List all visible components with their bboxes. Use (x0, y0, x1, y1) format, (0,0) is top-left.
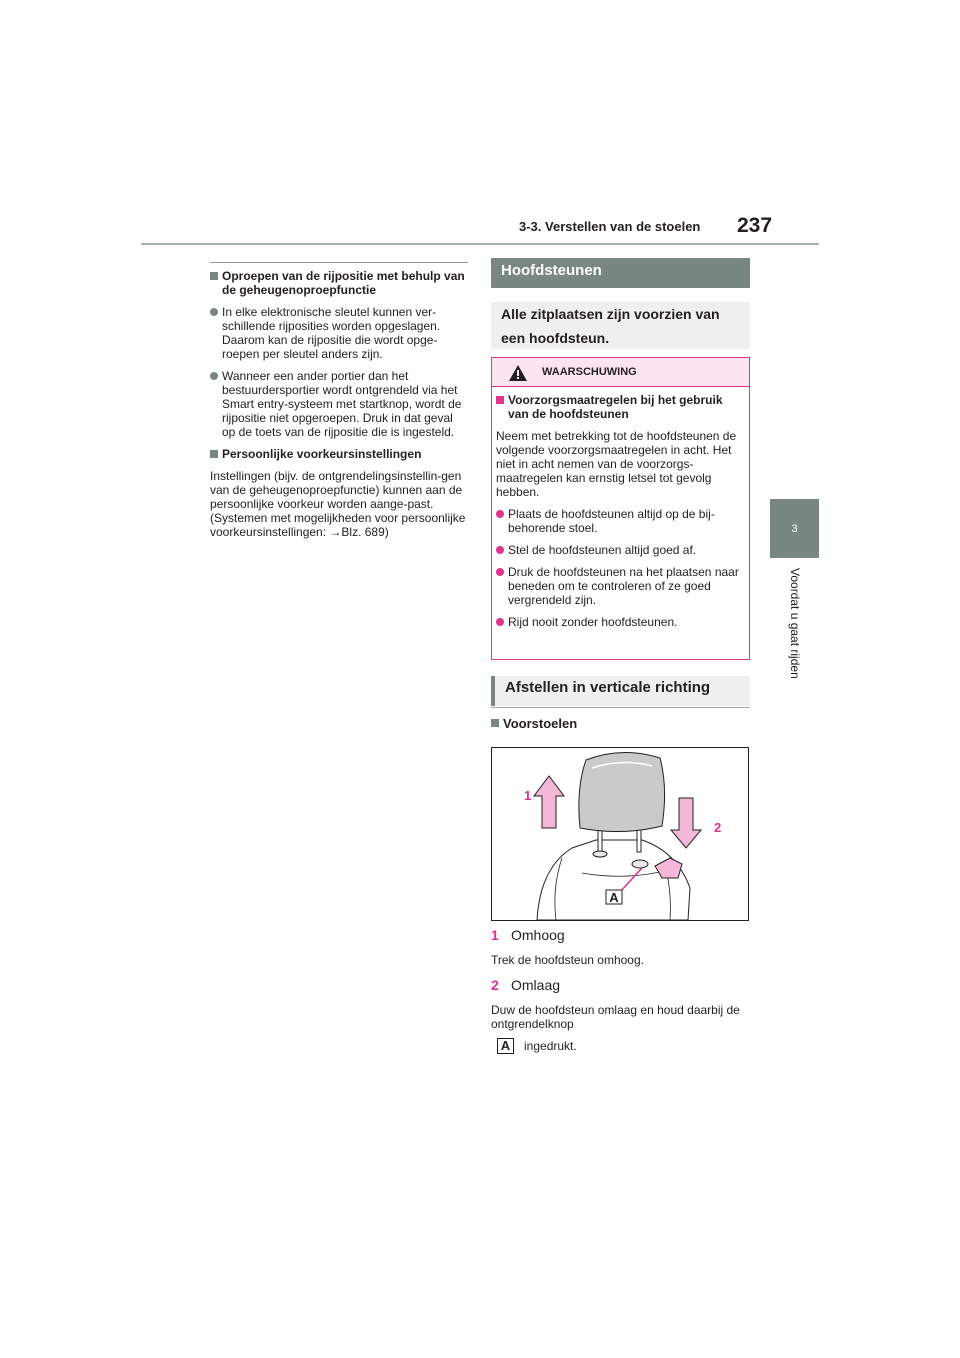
step-label: Omhoog (511, 927, 565, 943)
warning-header (492, 358, 749, 387)
section-header: 3-3. Verstellen van de stoelen (519, 219, 701, 234)
front-seats-heading (491, 716, 750, 731)
square-bullet-icon (491, 719, 499, 727)
list-item (210, 305, 468, 361)
adjust-rule (491, 707, 750, 708)
list-item-text: Wanneer een ander portier dan het bestuurdersportier wordt ontgrendeld via het Smart entry-systeem met startknop, wordt de rijpositie niet opgeroepen. Druk in dat geval op de toets van de rijpositie die is ingesteld. (222, 369, 462, 439)
header-rule (141, 243, 819, 245)
warning-body (492, 387, 749, 629)
list-item-text: Plaats de hoofdsteunen altijd op de bij-behorende stoel. (508, 507, 715, 535)
warning-title: WAARSCHUWING (542, 366, 637, 378)
warning-triangle-icon (509, 365, 527, 381)
prefs-text: Instellingen (bijv. de ontgrendelingsinstellin-gen van de geheugenoproepfunctie) kunnen aan de persoonlijke voorkeur worden aange-past. (Systemen met mogelijkheden voor persoonlijke voorkeursinstellingen: →Blz. 689) (210, 469, 466, 539)
step-item (491, 974, 750, 996)
list-item (210, 369, 468, 439)
chapter-tab (770, 499, 819, 558)
prefs-heading-text: Persoonlijke voorkeursinstellingen (222, 447, 422, 461)
warning-box (491, 357, 750, 660)
right-column (491, 258, 750, 731)
step-description (491, 1003, 750, 1031)
square-bullet-icon (210, 450, 218, 458)
step-description-tail (491, 1038, 750, 1054)
warning-subheading-text: Voorzorgsmaatregelen bij het gebruik van de hoofdsteunen (508, 393, 723, 421)
step-description: Trek de hoofdsteun omhoog. (491, 953, 644, 967)
step-description-tail-text: ingedrukt. (524, 1039, 577, 1053)
chapter-title: Voordat u gaat rijden (788, 568, 802, 679)
figure-label-down: 2 (714, 820, 722, 835)
step-description-text: Duw de hoofdsteun omlaag en houd daarbij de ontgrendelknop (491, 1003, 740, 1031)
left-rule (210, 262, 468, 263)
chapter-number: 3 (791, 522, 798, 535)
list-item-text: Rijd nooit zonder hoofdsteunen. (508, 615, 678, 629)
section-title: Hoofdsteunen (491, 258, 750, 288)
figure-label-up: 1 (524, 788, 532, 803)
list-item (496, 507, 745, 535)
left-column (210, 262, 468, 547)
square-bullet-icon (496, 396, 504, 404)
list-item (496, 543, 745, 557)
list-item-text: In elke elektronische sleutel kunnen ver-schillende rijposities worden opgeslagen. Daarom kan de rijpositie die wordt opge-roepen per sleutel anders zijn. (222, 305, 441, 361)
recall-heading-text: Oproepen van de rijpositie met behulp van de geheugenoproepfunctie (222, 269, 465, 297)
circle-bullet-icon (496, 568, 504, 576)
warning-subheading (496, 393, 745, 421)
page-number: 237 (737, 214, 773, 237)
circle-bullet-icon (210, 372, 218, 380)
recall-heading (210, 269, 468, 297)
list-item-text: Druk de hoofdsteunen na het plaatsen naar beneden om te controleren of ze goed vergrendeld zijn. (508, 565, 739, 607)
release-badge: A (497, 1038, 514, 1054)
step-number: 1 (491, 927, 499, 943)
step-label: Omlaag (511, 977, 561, 993)
headrest-svg (492, 748, 749, 921)
step-number: 2 (491, 977, 499, 993)
warning-text: Neem met betrekking tot de hoofdsteunen de volgende voorzorgsmaatregelen in acht. Het niet in acht nemen van de voorzorgs-maatregelen kan ernstig letsel tot gevolg hebben. (496, 429, 737, 499)
list-item-text: Stel de hoofdsteunen altijd goed af. (508, 543, 697, 557)
square-bullet-icon (210, 272, 218, 280)
circle-bullet-icon (210, 308, 218, 316)
step-list (491, 924, 750, 1054)
circle-bullet-icon (496, 510, 504, 518)
circle-bullet-icon (496, 546, 504, 554)
step-item (491, 924, 750, 946)
front-seats-text: Voorstoelen (503, 716, 578, 731)
prefs-heading (210, 447, 468, 461)
list-item (496, 615, 745, 629)
figure-label-release: A (609, 890, 619, 905)
intro-box: Alle zitplaatsen zijn voorzien van een hoofdsteun. (491, 302, 750, 349)
list-item (496, 565, 745, 607)
adjust-title: Afstellen in verticale richting (491, 676, 750, 706)
circle-bullet-icon (496, 618, 504, 626)
headrest-illustration (491, 747, 749, 921)
